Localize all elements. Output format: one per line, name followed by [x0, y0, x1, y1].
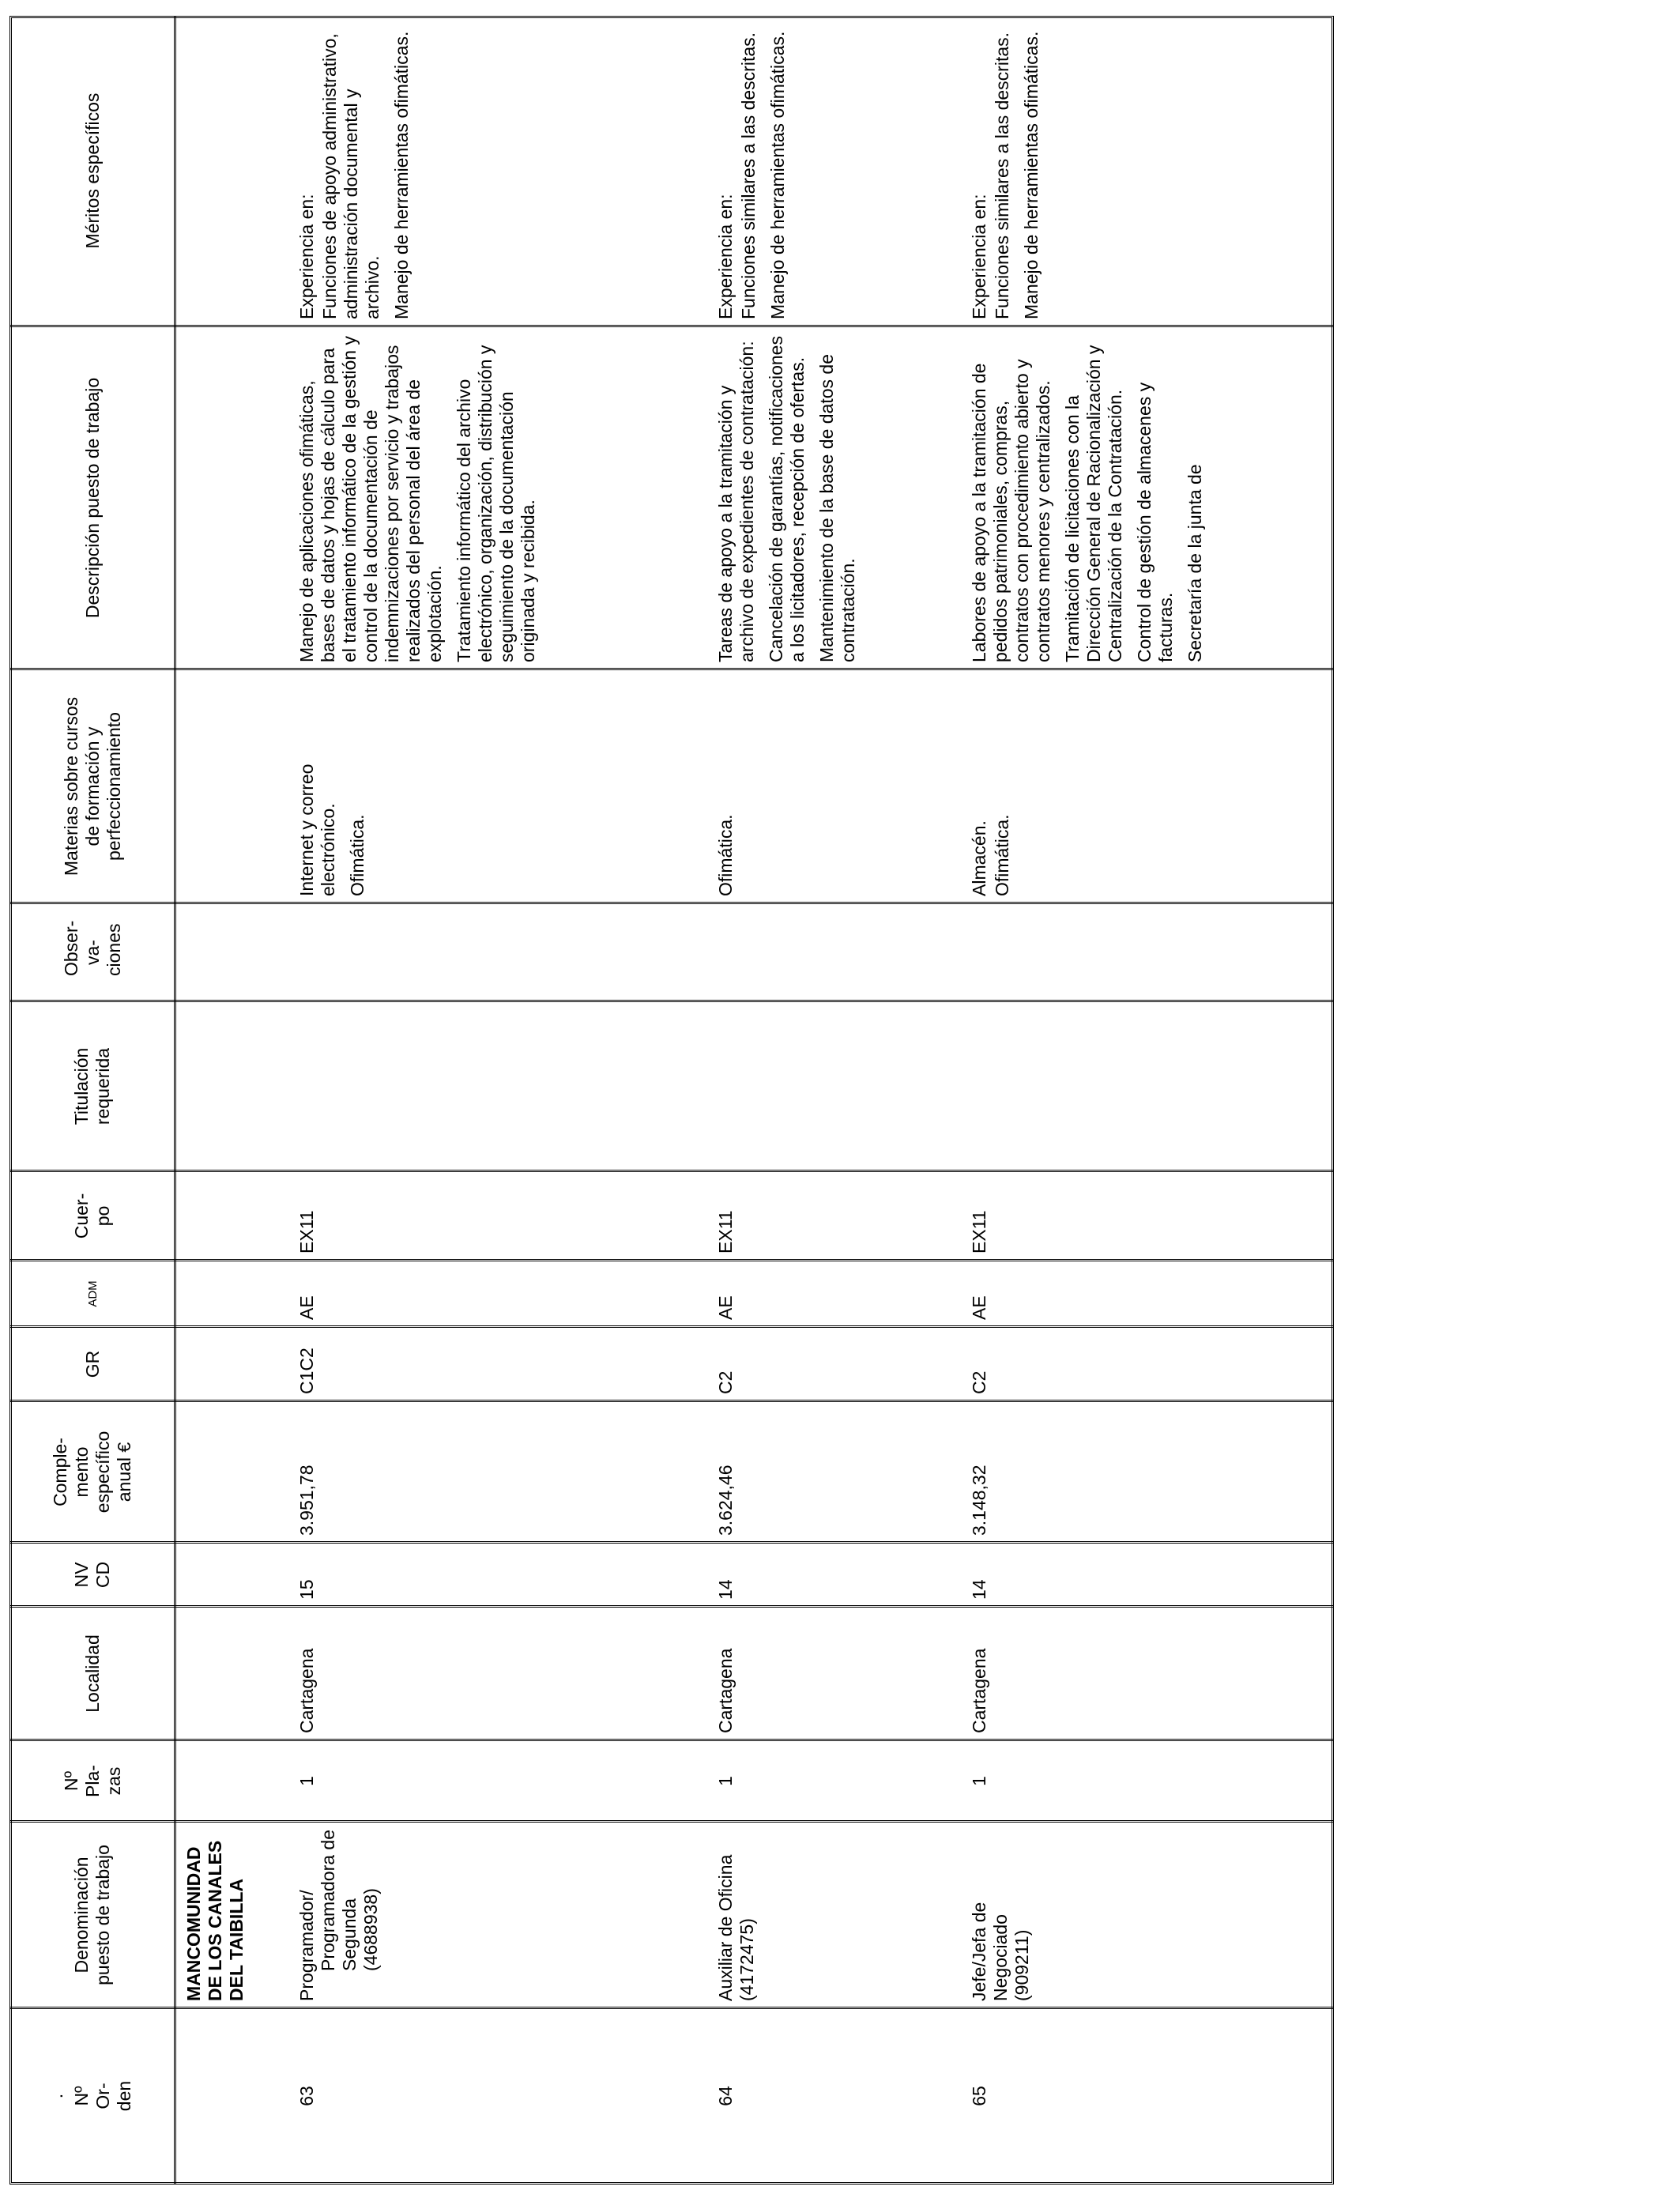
- row-64-denominacion: [715, 1823, 758, 2007]
- row-65-localidad: Cartagena: [969, 1648, 989, 1733]
- header-descripcion: Descripción puesto de trabajo: [81, 377, 103, 619]
- row-64-merito: Manejo de herramientas ofimáticas.: [767, 31, 788, 319]
- header-adm: ADM: [85, 1280, 100, 1307]
- row-65-gr: C2: [969, 1370, 989, 1394]
- header-localidad: Localidad: [81, 1634, 103, 1713]
- row-64-denominacion-line: (4172475): [736, 1918, 757, 2001]
- col-separator: [9, 1400, 1334, 1402]
- row-63-denominacion-line: Programadora de: [318, 1830, 338, 1971]
- row-64-descripcion-item: Cancelación de garantías, notificaciones a los licitadores, recepción de ofertas.: [766, 336, 808, 662]
- row-65-meritos: [969, 16, 1050, 326]
- row-64-descripcion-item: Tareas de apoyo a la tramitación y archivo de expedientes de contratación:: [715, 341, 757, 662]
- row-65-merito: Funciones similares a las descritas.: [992, 32, 1012, 319]
- row-64-gr: C2: [715, 1370, 736, 1394]
- header-nvcd: [11, 1544, 174, 1606]
- header-cuerpo: [11, 1172, 174, 1260]
- row-65-orden: 65: [969, 2086, 989, 2106]
- row-63-merito: Funciones de apoyo administrativo, administración documental y archivo.: [319, 33, 382, 319]
- row-63-orden: 63: [296, 2086, 317, 2106]
- col-separator: [9, 902, 1334, 904]
- header-observaciones-label: Obser-va-ciones: [60, 920, 124, 976]
- row-64-meritos: [715, 16, 797, 326]
- row-63-gr: C1C2: [296, 1348, 317, 1394]
- header-titulacion: [11, 1002, 174, 1171]
- col-separator: [9, 1325, 1334, 1328]
- row-65-adm: AE: [969, 1295, 989, 1320]
- row-64-nvcd: 14: [715, 1579, 736, 1600]
- row-65-merito: Manejo de herramientas ofimáticas.: [1021, 31, 1042, 319]
- row-65-materias: [969, 670, 1021, 903]
- header-cuerpo-label: Cuer-po: [71, 1193, 113, 1239]
- section-title-text: MANCOMUNIDAD DE LOS CANALES DEL TAIBILLA: [183, 1840, 247, 2001]
- row-65-denominacion: [969, 1823, 1033, 2007]
- header-orden: [11, 2009, 174, 2183]
- row-63-materia: Internet y correo electrónico.: [296, 763, 338, 896]
- header-nvcd-label: NV CD: [71, 1561, 113, 1589]
- row-65-cuerpo: EX11: [969, 1210, 989, 1253]
- row-65-merito: Experiencia en:: [969, 194, 989, 319]
- row-65-materia: Ofimática.: [992, 814, 1012, 896]
- row-64-merito: Funciones similares a las descritas.: [738, 32, 759, 319]
- row-65-descripcion-item: Labores de apoyo a la tramitación de pedidos patrimoniales, compras, contratos con procedimiento abierto y contratos menores y centralizados.: [969, 359, 1053, 662]
- row-64-descripcion-item: Mantenimiento de la base de datos de contratación.: [816, 354, 858, 662]
- header-materias-label: Materias sobre cursos de formación y perfeccionamiento: [60, 696, 124, 876]
- row-64-merito: Experiencia en:: [715, 194, 736, 319]
- header-observaciones: [11, 904, 174, 1001]
- row-63-descripcion: [296, 327, 547, 669]
- col-separator: [9, 1541, 1334, 1544]
- row-63-meritos: [296, 16, 420, 326]
- section-title: [183, 1823, 255, 2007]
- col-separator: [9, 1605, 1334, 1608]
- row-63-complemento: 3.951,78: [296, 1465, 317, 1536]
- row-64-adm: AE: [715, 1295, 736, 1320]
- row-63-materia: Ofimática.: [347, 814, 367, 896]
- row-64-denominacion-line: Auxiliar de Oficina: [715, 1854, 736, 2001]
- col-separator: [9, 1000, 1334, 1002]
- row-64-plazas: 1: [715, 1776, 736, 1786]
- row-65-denominacion-line: Jefe/Jefa de Negociado: [969, 1902, 1011, 2001]
- row-63-descripcion-item: Tratamiento informático del archivo electrónico, organización, distribución y seguimiento de la documentación originada y recibida.: [454, 345, 538, 662]
- row-65-complemento: 3.148,32: [969, 1465, 989, 1536]
- row-65-plazas: 1: [969, 1776, 989, 1786]
- row-63-descripcion-item: Manejo de aplicaciones ofimáticas, bases de datos y hojas de cálculo para el tratamiento informático de la gestión y control de la documentación de indemnizaciones por servicio y trabajos realizados del personal del área de explotación.: [296, 336, 445, 662]
- row-64-localidad: Cartagena: [715, 1648, 736, 1733]
- row-63-localidad: Cartagena: [296, 1648, 317, 1733]
- row-64-descripcion: [715, 327, 867, 669]
- row-65-denominacion-line: (909211): [1011, 1929, 1032, 2001]
- row-63-cuerpo: EX11: [296, 1210, 317, 1253]
- row-64-materias: [715, 670, 744, 903]
- header-complemento-label: Comple-mento específico anual €: [50, 1431, 134, 1514]
- col-separator: [9, 1739, 1334, 1741]
- row-64-materia: Ofimática.: [715, 814, 736, 896]
- row-63-adm: AE: [296, 1295, 317, 1320]
- row-63-nvcd: 15: [296, 1579, 317, 1600]
- header-complemento: [11, 1402, 174, 1542]
- row-63-materias: [296, 670, 376, 903]
- header-separator: [174, 16, 176, 2185]
- row-64-cuerpo: EX11: [715, 1210, 736, 1253]
- row-63-merito: Experiencia en:: [296, 194, 317, 319]
- row-65-materia: Almacén.: [969, 820, 989, 896]
- row-63-denominacion-line: Segunda (4688938): [339, 1888, 381, 1971]
- row-63-denominacion: [296, 1823, 382, 2007]
- row-63-plazas: 1: [296, 1776, 317, 1786]
- row-65-descripcion-item: Control de gestión de almacenes y facturas.: [1134, 382, 1176, 662]
- header-meritos: Méritos específicos: [81, 92, 103, 249]
- row-63-denominacion-line: Programador/: [296, 1890, 317, 2001]
- row-65-descripcion-item: Tramitación de licitaciones con la Dirección General de Racionalización y Centralización de la Contratación.: [1062, 345, 1125, 662]
- header-denominacion: Denominación puesto de trabajo: [71, 1845, 113, 1985]
- col-separator: [9, 1259, 1334, 1261]
- header-materias: [11, 670, 174, 903]
- row-65-descripcion: [969, 327, 1324, 669]
- header-plazas-label: Nº Pla-zas: [60, 1765, 124, 1797]
- row-65-descripcion-item: Secretaría de la junta de: [1185, 464, 1205, 662]
- header-orden-dot: ·: [50, 2093, 70, 2099]
- row-63-merito: Manejo de herramientas ofimáticas.: [391, 31, 412, 319]
- header-orden-label: Nº Or-den: [71, 2080, 134, 2112]
- header-gr: GR: [81, 1350, 103, 1378]
- row-64-complemento: 3.624,46: [715, 1465, 736, 1536]
- col-separator: [9, 1170, 1334, 1172]
- header-plazas: [11, 1741, 174, 1821]
- row-65-nvcd: 14: [969, 1579, 989, 1600]
- row-64-orden: 64: [715, 2086, 736, 2106]
- header-titulacion-label: Titulación requerida: [71, 1047, 113, 1125]
